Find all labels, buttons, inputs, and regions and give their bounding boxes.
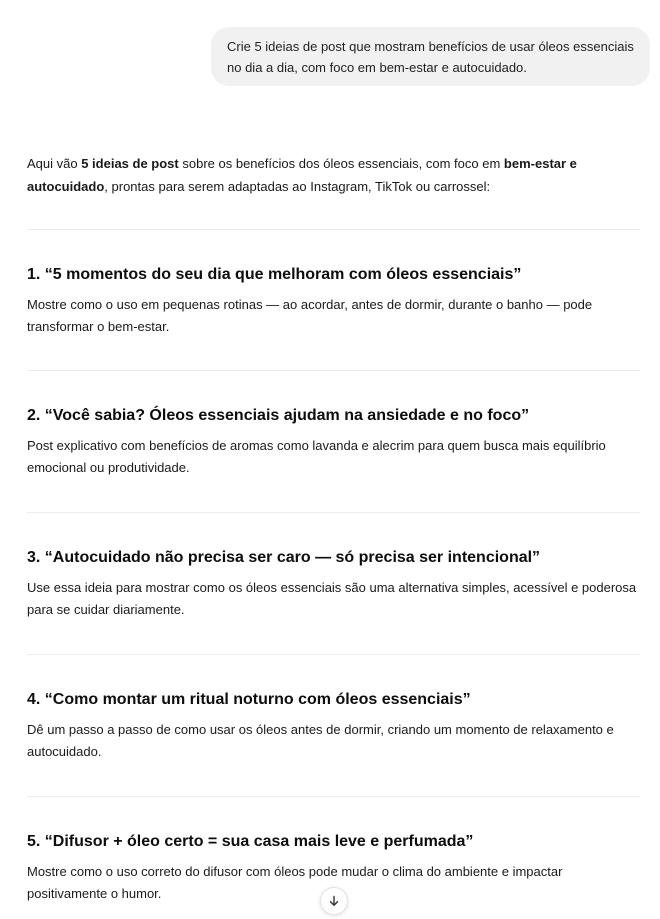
idea-title-2: 2. “Você sabia? Óleos essenciais ajudam na ansiedade e no foco”: [27, 407, 530, 424]
response-intro: [27, 152, 640, 198]
intro-text: , prontas para serem adaptadas ao Instagram, TikTok ou carrossel:: [104, 179, 491, 194]
scroll-to-bottom-button[interactable]: [320, 887, 348, 915]
intro-text: sobre os benefícios dos óleos essenciais, com foco em: [178, 156, 504, 171]
section-divider: [27, 512, 640, 513]
section-divider: [27, 229, 640, 230]
idea-body-2: Post explicativo com benefícios de aromas como lavanda e alecrim para quem busca mais equilíbrio emocional ou produtividade.: [27, 438, 606, 475]
intro-text: Aqui vão: [27, 156, 82, 171]
idea-body-4: Dê um passo a passo de como usar os óleos antes de dormir, criando um momento de relaxamento e autocuidado.: [27, 722, 614, 759]
section-divider: [27, 370, 640, 371]
user-message-text: Crie 5 ideias de post que mostram benefícios de usar óleos essenciais no dia a dia, com foco em bem-estar e autocuidado.: [227, 39, 634, 75]
idea-body-1: Mostre como o uso em pequenas rotinas — ao acordar, antes de dormir, durante o banho — pode transformar o bem-estar.: [27, 297, 593, 334]
idea-body-3: Use essa ideia para mostrar como os óleos essenciais são uma alternativa simples, acessível e poderosa para se cuidar diariamente.: [27, 580, 637, 617]
idea-title-1: 1. “5 momentos do seu dia que melhoram com óleos essenciais”: [27, 266, 522, 283]
idea-body-5: Mostre como o uso correto do difusor com óleos pode mudar o clima do ambiente e impactar positivamente o humor.: [27, 864, 563, 901]
idea-title-3: 3. “Autocuidado não precisa ser caro — só precisa ser intencional”: [27, 549, 541, 566]
section-divider: [27, 796, 640, 797]
idea-title-5: 5. “Difusor + óleo certo = sua casa mais leve e perfumada”: [27, 833, 474, 850]
section-divider: [27, 654, 640, 655]
arrow-down-icon: [328, 895, 340, 907]
intro-bold-ideas: 5 ideias de post: [81, 156, 179, 171]
intro-bold-focus: bem-estar e autocuidado: [27, 156, 577, 194]
idea-title-4: 4. “Como montar um ritual noturno com óleos essenciais”: [27, 691, 471, 708]
user-message-bubble: [211, 27, 650, 86]
